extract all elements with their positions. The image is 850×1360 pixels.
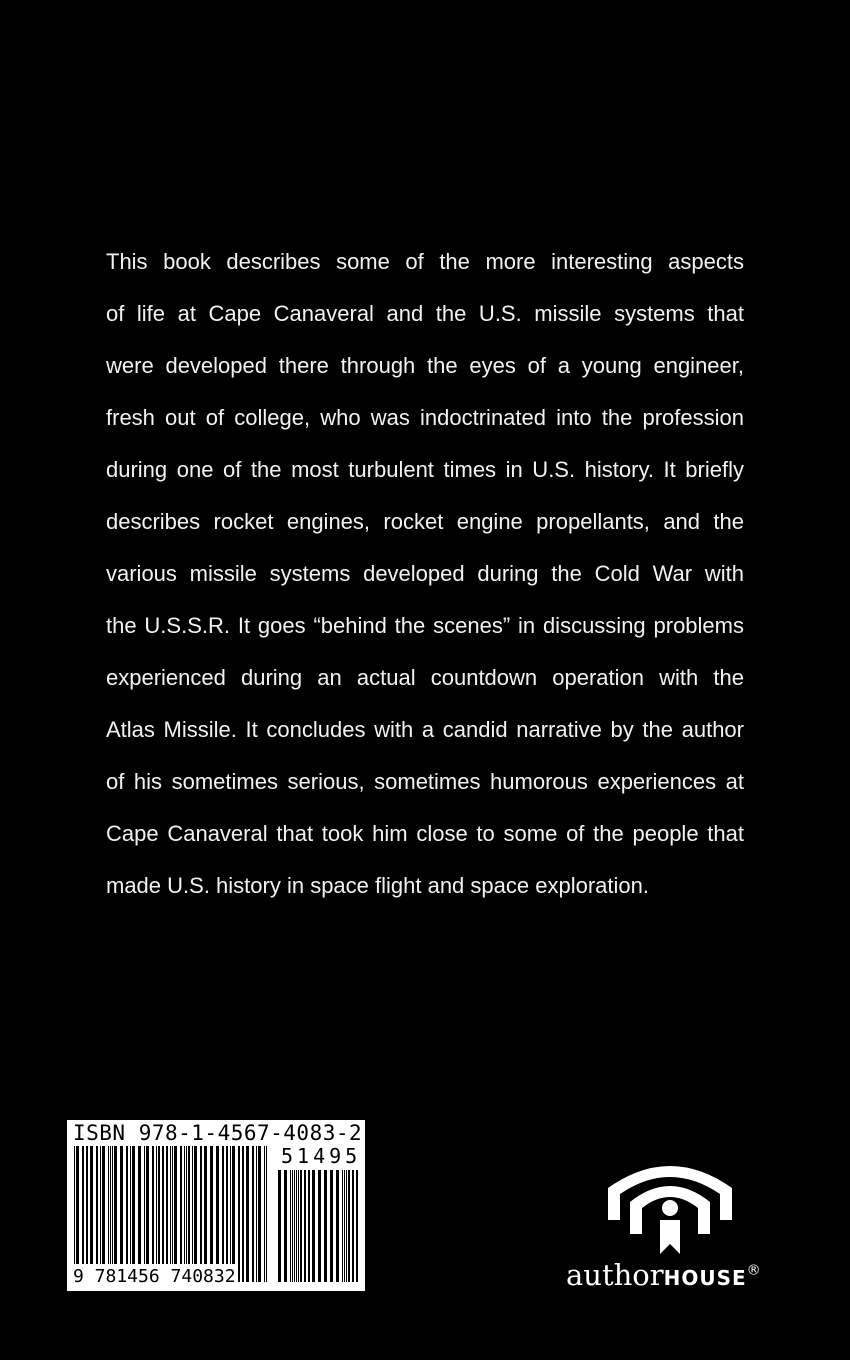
barcode-bar xyxy=(278,1170,281,1282)
back-cover-blurb xyxy=(106,240,744,916)
barcode-bar xyxy=(284,1170,287,1282)
isbn-barcode xyxy=(67,1120,365,1291)
price-code: 51495 xyxy=(281,1144,362,1168)
barcode-bar xyxy=(102,1146,105,1282)
blurb-line: the U.S.S.R. It goes “behind the scenes” in discussing problems xyxy=(106,613,744,638)
barcode-bar xyxy=(242,1146,244,1282)
barcode-bar xyxy=(194,1146,197,1282)
barcode-bar xyxy=(146,1146,149,1282)
blurb-line: various missile systems developed during the Cold War with xyxy=(106,561,744,586)
barcode-bar xyxy=(256,1146,257,1282)
barcode-bar xyxy=(296,1170,297,1282)
barcode-bar xyxy=(144,1146,145,1282)
barcode-bar xyxy=(96,1146,98,1282)
barcode-bar xyxy=(204,1146,207,1282)
barcode-bar xyxy=(342,1170,343,1282)
barcode-bar xyxy=(210,1146,213,1282)
barcode-bar xyxy=(356,1170,358,1282)
blurb-line: describes rocket engines, rocket engine propellants, and the xyxy=(106,509,744,534)
publisher-name xyxy=(566,1258,786,1292)
barcode-bar xyxy=(226,1146,228,1282)
barcode-bar xyxy=(152,1146,154,1282)
barcode-bar xyxy=(156,1146,157,1282)
ean-digits: 9 781456 740832 xyxy=(73,1266,236,1287)
barcode-bar xyxy=(292,1170,293,1282)
barcode-bar xyxy=(258,1146,261,1282)
barcode-bar xyxy=(188,1146,190,1282)
barcode-bar xyxy=(112,1146,113,1282)
barcode-bar xyxy=(108,1146,109,1282)
barcode-bar xyxy=(86,1146,88,1282)
barcode-bar xyxy=(318,1170,321,1282)
barcode-bar xyxy=(290,1170,291,1282)
barcode-bar xyxy=(312,1170,315,1282)
barcode-bar xyxy=(308,1170,310,1282)
ean-barcode-bars xyxy=(73,1146,269,1282)
barcode-bar xyxy=(300,1170,302,1282)
barcode-bar xyxy=(120,1146,123,1282)
book-arches-logo-icon xyxy=(600,1150,740,1260)
barcode-bar xyxy=(100,1146,101,1282)
barcode-bar xyxy=(294,1170,295,1282)
barcode-bar xyxy=(352,1170,354,1282)
barcode-bar xyxy=(346,1170,347,1282)
blurb-line: of life at Cape Canaveral and the U.S. missile systems that xyxy=(106,301,744,326)
barcode-bar xyxy=(174,1146,177,1282)
barcode-bar xyxy=(180,1146,182,1282)
barcode-bar xyxy=(130,1146,131,1282)
blurb-line: during one of the most turbulent times in U.S. history. It briefly xyxy=(106,457,744,482)
barcode-bar xyxy=(90,1146,93,1282)
isbn-label: ISBN 978-1-4567-4083-2 xyxy=(73,1121,363,1145)
barcode-bar xyxy=(82,1146,84,1282)
blurb-line: of his sometimes serious, sometimes humorous experiences at xyxy=(106,769,744,794)
barcode-bar xyxy=(336,1170,339,1282)
barcode-bar xyxy=(184,1146,185,1282)
barcode-bar xyxy=(264,1146,265,1282)
barcode-bar xyxy=(304,1170,306,1282)
barcode-bar xyxy=(74,1146,75,1282)
barcode-bar xyxy=(266,1146,267,1282)
barcode-bar xyxy=(132,1146,135,1282)
barcode-bar xyxy=(126,1146,128,1282)
barcode-bar xyxy=(186,1146,187,1282)
barcode-bar xyxy=(192,1146,193,1282)
blurb-line: fresh out of college, who was indoctrinated into the profession xyxy=(106,405,744,430)
blurb-line: made U.S. history in space flight and space exploration. xyxy=(106,873,649,898)
blurb-line: This book describes some of the more interesting aspects xyxy=(106,249,744,274)
barcode-bar xyxy=(324,1170,327,1282)
registered-mark: ® xyxy=(746,1262,761,1279)
price-barcode-bars xyxy=(277,1170,359,1282)
barcode-bar xyxy=(344,1170,345,1282)
barcode-bar xyxy=(162,1146,164,1282)
barcode-bar xyxy=(138,1146,141,1282)
barcode-bar xyxy=(252,1146,254,1282)
barcode-bar xyxy=(216,1146,219,1282)
blurb-line: were developed there through the eyes of a young engineer, xyxy=(106,353,744,378)
publisher-name-prefix: author xyxy=(566,1258,664,1292)
barcode-bar xyxy=(348,1170,350,1282)
barcode-bar xyxy=(238,1146,240,1282)
barcode-bar xyxy=(172,1146,173,1282)
barcode-bar xyxy=(170,1146,171,1282)
publisher-name-suffix: HOUSE xyxy=(663,1266,747,1290)
barcode-bar xyxy=(246,1146,249,1282)
barcode-bar xyxy=(298,1170,299,1282)
blurb-line: Cape Canaveral that took him close to some of the people that xyxy=(106,821,744,846)
blurb-line: experienced during an actual countdown operation with the xyxy=(106,665,744,690)
barcode-bar xyxy=(330,1170,333,1282)
barcode-bar xyxy=(232,1146,235,1282)
barcode-bar xyxy=(200,1146,202,1282)
blurb-line: Atlas Missile. It concludes with a candid narrative by the author xyxy=(106,717,744,742)
barcode-bar xyxy=(76,1146,79,1282)
barcode-bar xyxy=(110,1146,111,1282)
barcode-bar xyxy=(166,1146,168,1282)
barcode-bar xyxy=(158,1146,160,1282)
barcode-bar xyxy=(230,1146,231,1282)
barcode-bar xyxy=(114,1146,117,1282)
barcode-bar xyxy=(222,1146,224,1282)
